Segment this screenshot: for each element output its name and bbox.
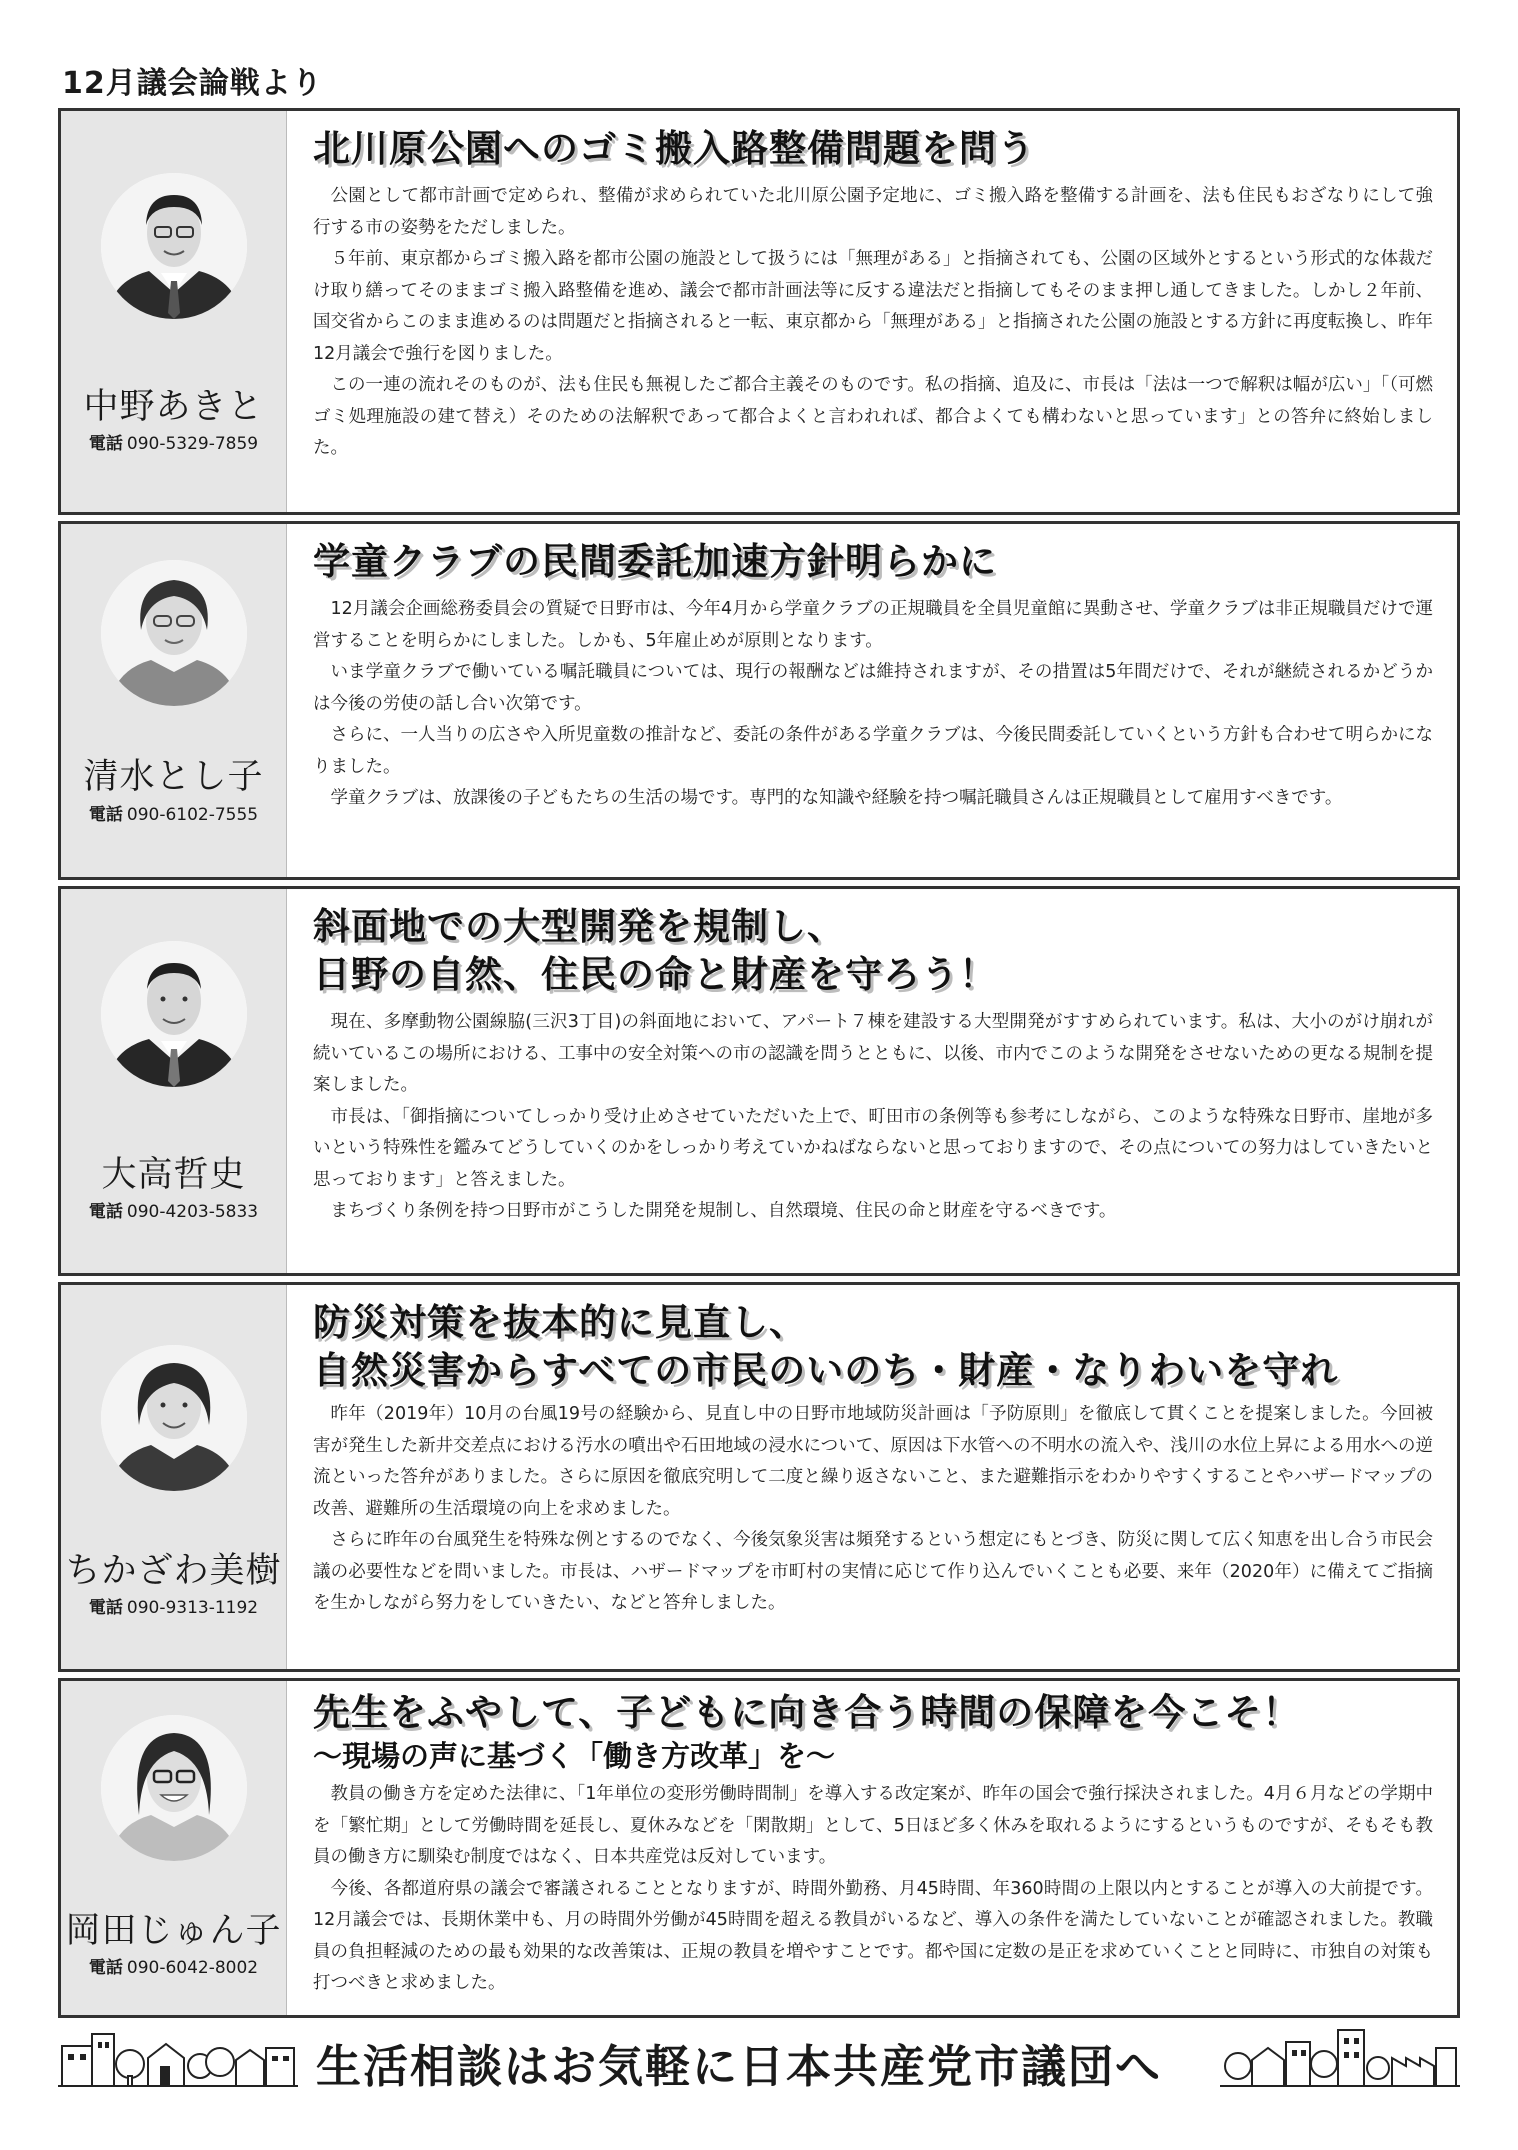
phone-number: 090-6042-8002 [126,1958,259,1978]
title-line: 自然災害からすべての市民のいのち・財産・なりわいを守れ [313,1349,1339,1392]
paragraph: ５年前、東京都からゴミ搬入路を都市公園の施設として扱うには「無理がある」と指摘されても、公園の区域外とするという形式的な体裁だけ取り繕ってそのままゴミ搬入路整備を進め、議会で都市計画法等に反する違法だと指摘してもそのまま押し通してきました。しかし２年前、国交省からこのまま進めるのは問題だと指摘されると一転、東京都から「無理がある」と指摘された公園の施設とする方針に再度転換し、昨年12月議会で強行を図りました。 [313,249,1433,364]
author-phone [61,1197,286,1222]
paragraph: 教員の働き方を定めた法律に、「1年単位の変形労働時間制」を導入する改定案が、昨年の国会で強行採決されました。4月６月などの学期中を「繁忙期」として労働時間を延長し、夏休みなどを「閑散期」として、5日ほど多く休みを取れるようにするというものですが、そもそも教員の働き方に馴染む制度ではなく、日本共産党は反対しています。 [313,1784,1433,1867]
paragraph: 公園として都市計画で定められ、整備が求められていた北川原公園予定地に、ゴミ搬入路を整備する計画を、法も住民もおざなりにして強行する市の姿勢をただしました。 [313,186,1433,238]
author-panel [61,111,287,512]
author-photo [101,560,247,706]
phone-label: 電話 [88,434,123,454]
article-body [313,594,1433,815]
paragraph: 12月議会企画総務委員会の質疑で日野市は、今年4月から学童クラブの正規職員を全員児童館に異動させ、学童クラブは非正規職員だけで運営することを明らかにしました。しかも、5年雇止めが原則となります。 [313,599,1433,651]
article-title [313,538,1433,586]
article-content [313,538,1433,815]
author-panel [61,889,287,1273]
article-nakano [58,108,1460,515]
article-title [313,903,1433,999]
article-title [313,1299,1433,1395]
author-name: ちかざわ美樹 [65,1551,282,1591]
paragraph: 現在、多摩動物公園線脇(三沢3丁目)の斜面地において、アパート７棟を建設する大型開発がすすめられています。私は、大小のがけ崩れが続いているこの場所における、工事中の安全対策への市の認識を問うとともに、以後、市内でこのような開発をさせないための更なる規制を提案しました。 [313,1012,1433,1095]
article-okada [58,1678,1460,2018]
author-name: 岡田じゅん子 [65,1911,282,1951]
author-photo [101,1715,247,1861]
article-subtitle: ～現場の声に基づく「働き方改革」を～ [313,1739,836,1773]
city-illustration-left-icon [58,2024,298,2088]
title-line: 防災対策を抜本的に見直し、 [313,1301,807,1344]
paragraph: 学童クラブは、放課後の子どもたちの生活の場です。専門的な知識や経験を持つ嘱託職員さんは正規職員として雇用すべきです。 [330,788,1343,808]
phone-number: 090-4203-5833 [126,1202,259,1222]
title-line: 斜面地での大型開発を規制し、 [313,905,845,948]
article-content [313,1689,1433,2000]
city-illustration-right-icon [1220,2024,1460,2088]
paragraph: さらに、一人当りの広さや入所児童数の推計など、委託の条件がある学童クラブは、今後民間委託していくという方針も合わせて明らかになりました。 [313,725,1433,777]
author-photo [101,173,247,319]
article-body [313,1779,1433,2000]
author-name: 清水とし子 [83,757,264,797]
phone-label: 電話 [88,1202,123,1222]
author-panel [61,1285,287,1669]
article-chikazawa [58,1282,1460,1672]
page-header: 12月議会論戦より [62,66,323,101]
author-panel [61,1681,287,2015]
author-photo [101,941,247,1087]
author-phone [61,1593,286,1618]
author-name: 中野あきと [83,387,264,427]
author-phone [61,800,286,825]
article-body [313,1007,1433,1228]
article-body [313,1399,1433,1620]
title-line: 先生をふやして、子どもに向き合う時間の保障を今こそ！ [313,1691,1301,1734]
article-shimizu [58,521,1460,880]
author-photo [101,1345,247,1491]
paragraph: さらに昨年の台風発生を特殊な例とするのでなく、今後気象災害は頻発するという想定にもとづき、防災に関して広く知恵を出し合う市民会議の必要性などを問いました。市長は、ハザードマップを市町村の実情に応じて作り込んでいくことも必要、来年（2020年）に備えてご指摘を生かしながら努力をしていきたい、などと答弁しました。 [313,1530,1433,1613]
phone-number: 090-6102-7555 [126,805,259,825]
phone-label: 電話 [88,1958,123,1978]
title-line: 学童クラブの民間委託加速方針明らかに [313,540,997,583]
paragraph: まちづくり条例を持つ日野市がこうした開発を規制し、自然環境、住民の命と財産を守るべきです。 [330,1201,1117,1221]
article-content [313,125,1433,465]
paragraph: この一連の流れそのものが、法も住民も無視したご都合主義そのものです。私の指摘、追及に、市長は「法は一つで解釈は幅が広い」「（可燃ゴミ処理施設の建て替え）そのための法解釈であって都合よくと言われれば、都合よくても構わないと思っています」との答弁に終始しました。 [313,375,1433,458]
phone-number: 090-9313-1192 [126,1598,259,1618]
phone-number: 090-5329-7859 [126,434,259,454]
paragraph: いま学童クラブで働いている嘱託職員については、現行の報酬などは維持されますが、その措置は5年間だけで、それが継続されるかどうかは今後の労使の話し合い次第です。 [313,662,1433,714]
phone-label: 電話 [88,1598,123,1618]
title-line: 北川原公園へのゴミ搬入路整備問題を問う [313,127,1035,170]
article-body [313,181,1433,465]
article-content [313,1299,1433,1620]
author-panel [61,524,287,877]
paragraph: 今後、各都道府県の議会で審議されることとなりますが、時間外勤務、月45時間、年360時間の上限以内とすることが導入の大前提です。12月議会では、長期休業中も、月の時間外労働が45時間を超える教員がいるなど、導入の条件を満たしていないことが確認されました。教職員の負担軽減のための最も効果的な改善策は、正規の教員を増やすことです。都や国に定数の是正を求めていくことと同時に、市独自の対策も打つべきと求めました。 [313,1878,1433,1993]
article-otaka [58,886,1460,1276]
article-content [313,903,1433,1228]
paragraph: 昨年（2019年）10月の台風19号の経験から、見直し中の日野市地域防災計画は「予防原則」を徹底して貫くことを提案しました。今回被害が発生した新井交差点における汚水の噴出や石田地域の浸水について、原因は下水管への不明水の流入や、浅川の水位上昇による用水への逆流といった答弁がありました。さらに原因を徹底究明して二度と繰り返さないこと、また避難指示をわかりやすくすることやハザードマップの改善、避難所の生活環境の向上を求めました。 [313,1404,1433,1519]
author-name: 大高哲史 [101,1155,246,1195]
article-title [313,1689,1433,1737]
author-phone [61,1953,286,1978]
phone-label: 電話 [88,805,123,825]
paragraph: 市長は、「御指摘についてしっかり受け止めさせていただいた上で、町田市の条例等も参考にしながら、このような特殊な日野市、崖地が多いという特殊性を鑑みてどうしていくのかをしっかり考えていかねばならないと思っておりますので、その点についての努力はしていきたいと思っております」と答えました。 [313,1106,1433,1190]
article-title [313,125,1433,173]
footer [58,2024,1460,2094]
footer-text: 生活相談はお気軽に日本共産党市議団へ [316,2040,1163,2093]
author-phone [61,429,286,454]
title-line: 日野の自然、住民の命と財産を守ろう！ [313,953,997,996]
